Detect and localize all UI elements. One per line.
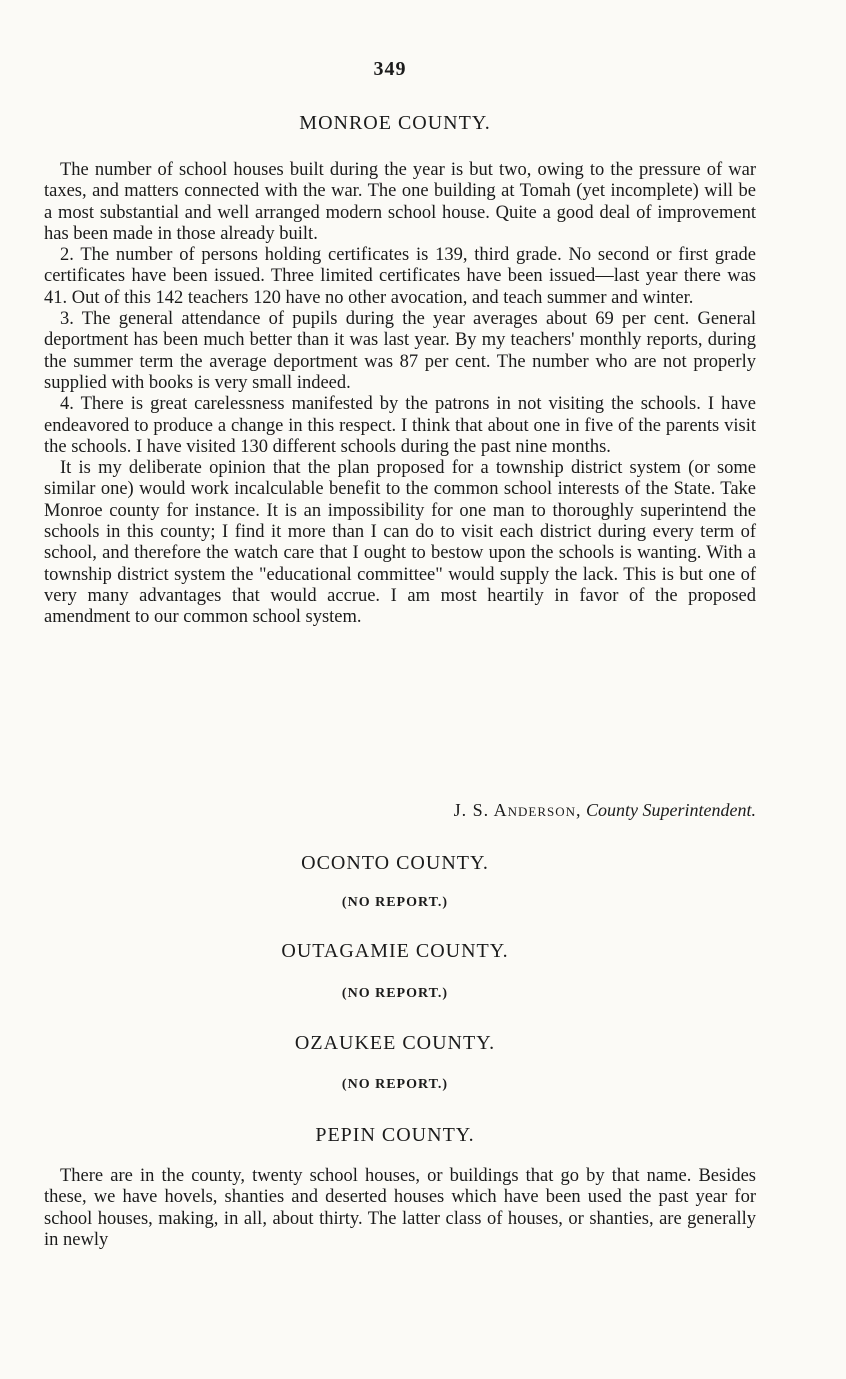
section-heading-outagamie: OUTAGAMIE COUNTY.: [281, 940, 509, 962]
page-number: 349: [373, 58, 407, 80]
paragraph: 3. The general attendance of pupils during the year averages about 69 per cent. General deportment has been much better than it was last year. By my teachers' monthly reports, during the summer term the average deportment was 87 per cent. The number who are not properly supplied with books is very small indeed.: [44, 309, 756, 393]
no-report-note: (NO REPORT.): [341, 986, 449, 1001]
signature-title: County Superintendent.: [586, 800, 756, 820]
signature-name: J. S. Anderson,: [453, 800, 582, 820]
signature: [44, 800, 756, 821]
paragraph: There are in the county, twenty school houses, or buildings that go by that name. Besides these, we have hovels, shanties and deserted houses which have been used the past year for school houses, making, in all, about thirty. The latter class of houses, or shanties, are generally in newly: [44, 1166, 756, 1250]
paragraph: 2. The number of persons holding certificates is 139, third grade. No second or first grade certificates have been issued. Three limited certificates have been issued—last year there was 41. Out of this 142 teachers 120 have no other avocation, and teach summer and winter.: [44, 245, 756, 308]
paragraph: It is my deliberate opinion that the plan proposed for a township district system (or some similar one) would work incalculable benefit to the common school interests of the State. Take Monroe county for instance. It is an impossibility for one man to thoroughly superintend the schools in this county; I find it more than I can do to visit each district during every term of school, and therefore the watch care that I ought to bestow upon the schools is wanting. With a township district system the "educational committee" would supply the lack. This is but one of very many advantages that would accrue. I am most heartily in favor of the proposed amendment to our common school system.: [44, 458, 756, 628]
monroe-body: [44, 160, 756, 629]
no-report-note: (NO REPORT.): [341, 1077, 449, 1092]
no-report-note: (NO REPORT.): [341, 895, 449, 910]
paragraph: 4. There is great carelessness manifested by the patrons in not visiting the schools. I have endeavored to produce a change in this respect. I think that about one in five of the parents visit the schools. I have visited 130 different schools during the past nine months.: [44, 394, 756, 457]
paragraph: The number of school houses built during the year is but two, owing to the pressure of war taxes, and matters connected with the war. The one building at Tomah (yet incomplete) will be a most substantial and well arranged modern school house. Quite a good deal of improvement has been made in those already built.: [44, 160, 756, 244]
section-heading-monroe: MONROE COUNTY.: [299, 112, 491, 134]
pepin-body: [44, 1166, 756, 1251]
section-heading-oconto: OCONTO COUNTY.: [301, 852, 489, 874]
section-heading-pepin: PEPIN COUNTY.: [315, 1124, 475, 1146]
section-heading-ozaukee: OZAUKEE COUNTY.: [294, 1032, 496, 1054]
